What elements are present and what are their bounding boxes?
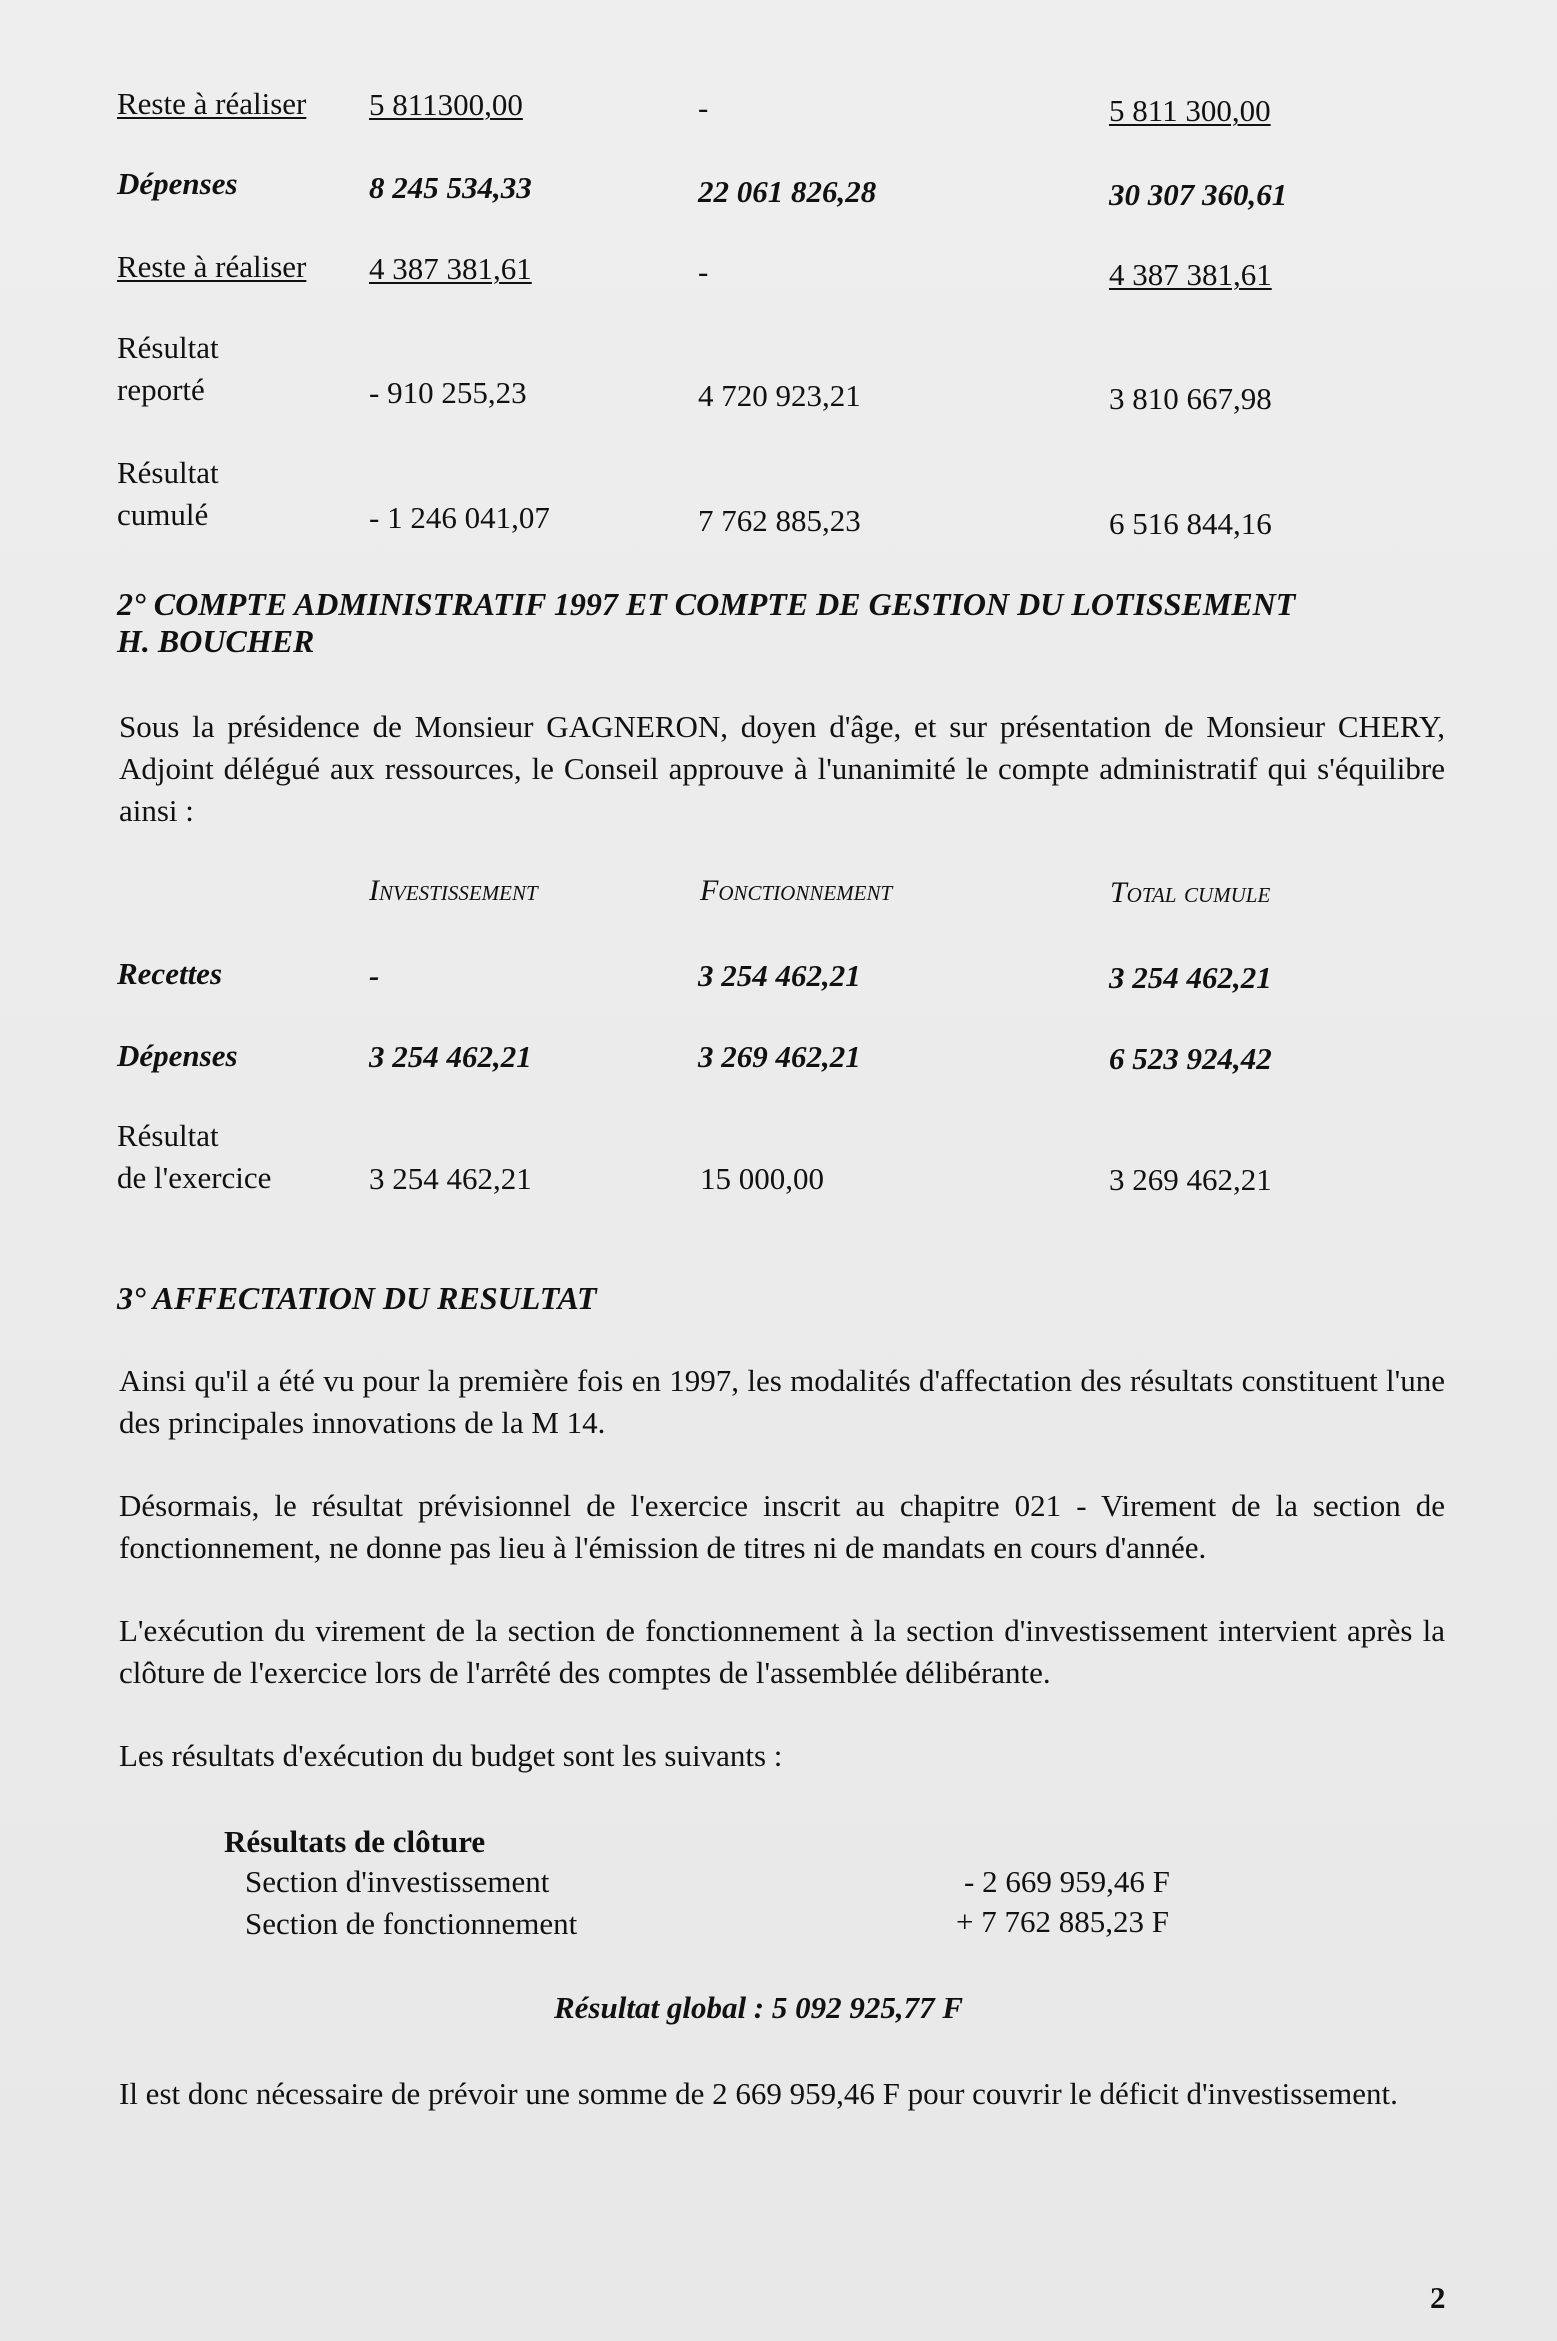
invest-value: - 1 246 041,07: [369, 500, 550, 535]
row-label: Recettes: [117, 956, 223, 991]
total-value: 6 516 844,16: [1109, 506, 1272, 541]
total-value: 3 269 462,21: [1109, 1162, 1272, 1197]
paragraph: L'exécution du virement de la section de fonctionnement à la section d'investissement intervient après la clôture de l'exercice lors de l'arrêté des comptes de l'assemblée délibérante.: [119, 1613, 1445, 1690]
total-value: 5 811 300,00: [1109, 93, 1271, 128]
invest-value: 5 811300,00: [369, 87, 523, 122]
row-label-line1: Résultat: [117, 330, 219, 365]
row-label-line2: de l'exercice: [117, 1160, 272, 1195]
total-value: 6 523 924,42: [1109, 1041, 1272, 1076]
fonct-value: 15 000,00: [700, 1161, 824, 1196]
closing-item-value: - 2 669 959,46 F: [964, 1864, 1170, 1899]
section-heading: 2° COMPTE ADMINISTRATIF 1997 ET COMPTE DE GESTION DU LOTISSEMENT: [117, 586, 1296, 622]
total-value: 3 810 667,98: [1109, 381, 1272, 416]
closing-results-title: Résultats de clôture: [224, 1824, 486, 1859]
fonct-value: 22 061 826,28: [698, 174, 877, 209]
paragraph: Sous la présidence de Monsieur GAGNERON, doyen d'âge, et sur présentation de Monsieur CHERY, Adjoint délégué aux ressources, le Conseil approuve à l'unanimité le compte administratif qui s'équilibre ainsi :: [119, 709, 1445, 828]
column-header-total: Total cumule: [1110, 876, 1271, 909]
row-label-line1: Résultat: [117, 1118, 219, 1153]
fonct-value: -: [698, 90, 709, 125]
invest-value: 3 254 462,21: [369, 1161, 532, 1196]
fonct-value: 3 269 462,21: [698, 1039, 861, 1074]
closing-item-label: Section d'investissement: [245, 1864, 550, 1899]
row-label: Dépenses: [117, 1038, 238, 1073]
paragraph: Désormais, le résultat prévisionnel de l'exercice inscrit au chapitre 021 - Virement de la section de fonctionnement, ne donne pas lieu à l'émission de titres ni de mandats en cours d'année.: [119, 1488, 1445, 1565]
section-heading-line2: H. BOUCHER: [117, 623, 315, 659]
paragraph: Ainsi qu'il a été vu pour la première fois en 1997, les modalités d'affectation des résultats constituent l'une des principales innovations de la M 14.: [119, 1363, 1445, 1440]
fonct-value: 4 720 923,21: [698, 378, 861, 413]
invest-value: -: [369, 958, 380, 993]
row-label-line1: Résultat: [117, 455, 219, 490]
row-label: Reste à réaliser: [117, 249, 307, 284]
paragraph: Les résultats d'exécution du budget sont les suivants :: [119, 1738, 783, 1773]
page-number: 2: [1430, 2280, 1446, 2315]
row-label: Dépenses: [117, 166, 238, 201]
conclusion-paragraph: Il est donc nécessaire de prévoir une somme de 2 669 959,46 F pour couvrir le déficit d'investissement.: [119, 2076, 1398, 2111]
fonct-value: 3 254 462,21: [698, 958, 861, 993]
global-result: Résultat global : 5 092 925,77 F: [554, 1990, 964, 2025]
invest-value: - 910 255,23: [369, 375, 527, 410]
fonct-value: 7 762 885,23: [698, 503, 861, 538]
total-value: 3 254 462,21: [1109, 960, 1272, 995]
closing-item-label: Section de fonctionnement: [245, 1906, 578, 1941]
closing-item-value: + 7 762 885,23 F: [956, 1904, 1169, 1939]
total-value: 30 307 360,61: [1109, 177, 1288, 212]
invest-value: 8 245 534,33: [369, 170, 532, 205]
invest-value: 4 387 381,61: [369, 251, 532, 286]
invest-value: 3 254 462,21: [369, 1039, 532, 1074]
total-value: 4 387 381,61: [1109, 257, 1272, 292]
row-label-line2: cumulé: [117, 497, 209, 532]
fonct-value: -: [698, 254, 709, 289]
row-label-line2: reporté: [117, 372, 205, 407]
row-label: Reste à réaliser: [117, 86, 307, 121]
column-header-investissement: Investissement: [369, 874, 538, 907]
section-heading: 3° AFFECTATION DU RESULTAT: [117, 1280, 597, 1316]
column-header-fonctionnement: Fonctionnement: [700, 874, 893, 907]
